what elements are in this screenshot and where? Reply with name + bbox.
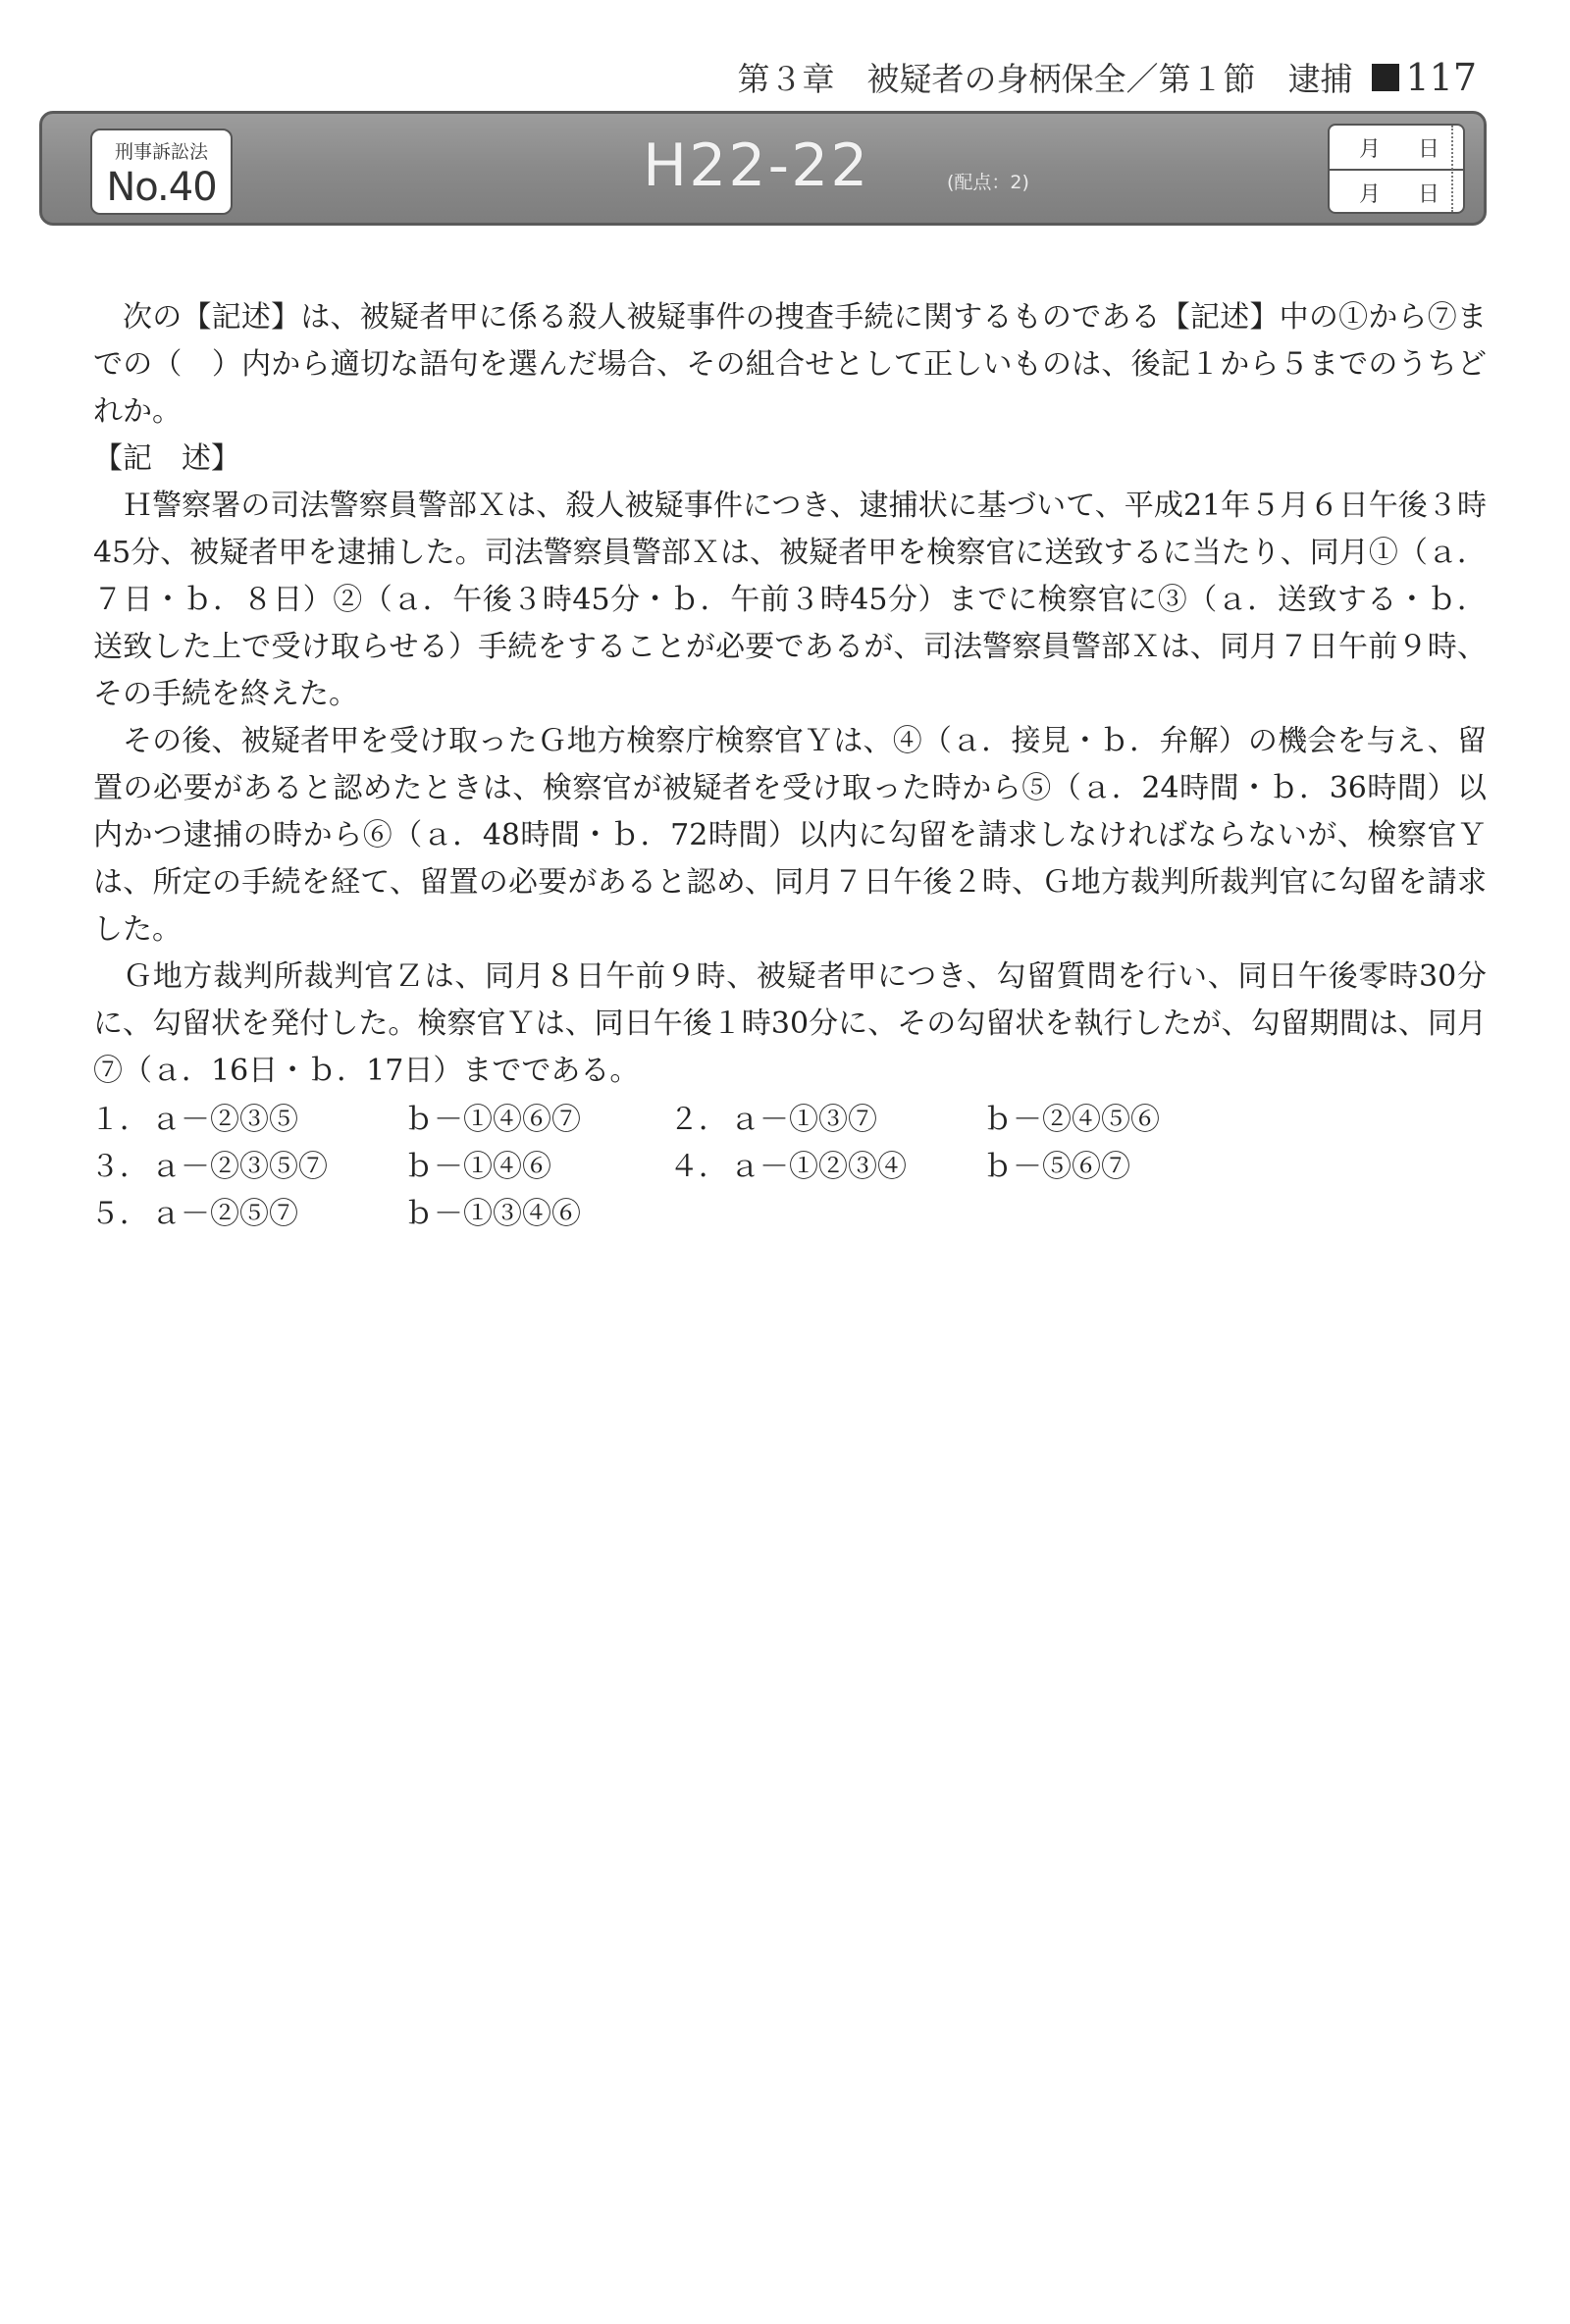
date-row [1330, 126, 1463, 171]
choice-number: ２． [669, 1103, 728, 1137]
answer-choice-1 [90, 1097, 581, 1144]
date-divider [1451, 126, 1453, 212]
answer-choices [90, 1097, 1366, 1238]
choice-row [90, 1097, 1366, 1144]
month-label: 月 [1359, 181, 1382, 207]
day-label: 日 [1418, 136, 1440, 162]
question-intro: 次の【記述】は、被疑者甲に係る殺人被疑事件の捜査手続に関するものである【記述】中の①から⑦までの（ ）内から適切な語句を選んだ場合、その組合せとして正しいものは、後記１から５までのうちどれか。 [93, 300, 1487, 429]
choice-b: ｂ－①④⑥⑦ [404, 1103, 581, 1137]
choice-b: ｂ－②④⑤⑥ [983, 1103, 1160, 1137]
answer-choice-3 [90, 1144, 551, 1191]
points-label: (配点：2) [947, 172, 1029, 193]
choice-row [90, 1191, 1366, 1238]
month-label: 月 [1359, 136, 1382, 162]
running-head [737, 54, 1477, 100]
question-banner [39, 111, 1487, 226]
choice-number: ５． [90, 1197, 149, 1231]
choice-row [90, 1144, 1366, 1191]
chapter-section-title: 第３章 被疑者の身柄保全／第１節 逮捕 [737, 60, 1353, 98]
choice-a: ａ－②⑤⑦ [151, 1197, 298, 1231]
statement-heading: 【記 述】 [93, 441, 240, 476]
choice-a: ａ－②③⑤ [151, 1103, 298, 1137]
question-body [93, 294, 1487, 1095]
study-date-box [1328, 124, 1465, 214]
choice-b: ｂ－①③④⑥ [404, 1197, 581, 1231]
choice-a: ａ－①②③④ [730, 1150, 907, 1184]
question-number: No.40 [106, 165, 217, 210]
answer-choice-4 [669, 1144, 1130, 1191]
choice-number: ３． [90, 1150, 149, 1184]
date-row [1330, 171, 1463, 214]
subject-label: 刑事訴訟法 [114, 141, 208, 163]
subject-box [90, 129, 233, 215]
square-marker-icon [1372, 64, 1399, 91]
answer-choice-5 [90, 1191, 581, 1238]
choice-b: ｂ－⑤⑥⑦ [983, 1150, 1130, 1184]
statement-paragraph: Ｇ地方裁判所裁判官Ｚは、同月８日午前９時、被疑者甲につき、勾留質問を行い、同日午後零時30分に、勾留状を発付した。検察官Ｙは、同日午後１時30分に、その勾留状を執行したが、勾留期間は、同月⑦（ａ．16日・ｂ．17日）までである。 [93, 959, 1487, 1088]
day-label: 日 [1418, 181, 1440, 207]
choice-a: ａ－②③⑤⑦ [151, 1150, 328, 1184]
choice-number: １． [90, 1103, 149, 1137]
statement-paragraph: その後、被疑者甲を受け取ったＧ地方検察庁検察官Ｙは、④（ａ．接見・ｂ．弁解）の機会を与え、留置の必要があると認めたときは、検察官が被疑者を受け取った時から⑤（ａ．24時間・ｂ．36時間）以内かつ逮捕の時から⑥（ａ．48時間・ｂ．72時間）以内に勾留を請求しなければならないが、検察官Ｙは、所定の手続を経て、留置の必要があると認め、同月７日午後２時、Ｇ地方裁判所裁判官に勾留を請求した。 [93, 724, 1487, 947]
choice-a: ａ－①③⑦ [730, 1103, 877, 1137]
statement-paragraph: Ｈ警察署の司法警察員警部Ｘは、殺人被疑事件につき、逮捕状に基づいて、平成21年５月６日午後３時45分、被疑者甲を逮捕した。司法警察員警部Ｘは、被疑者甲を検察官に送致するに当たり、同月①（ａ．７日・ｂ．８日）②（ａ．午後３時45分・ｂ．午前３時45分）までに検察官に③（ａ．送致する・ｂ．送致した上で受け取らせる）手続をすることが必要であるが、司法警察員警部Ｘは、同月７日午前９時、その手続を終えた。 [93, 489, 1487, 711]
choice-number: ４． [669, 1150, 728, 1184]
choice-b: ｂ－①④⑥ [404, 1150, 551, 1184]
question-id: H22-22 [643, 131, 870, 200]
page-number: 117 [1405, 55, 1477, 99]
answer-choice-2 [669, 1097, 1160, 1144]
